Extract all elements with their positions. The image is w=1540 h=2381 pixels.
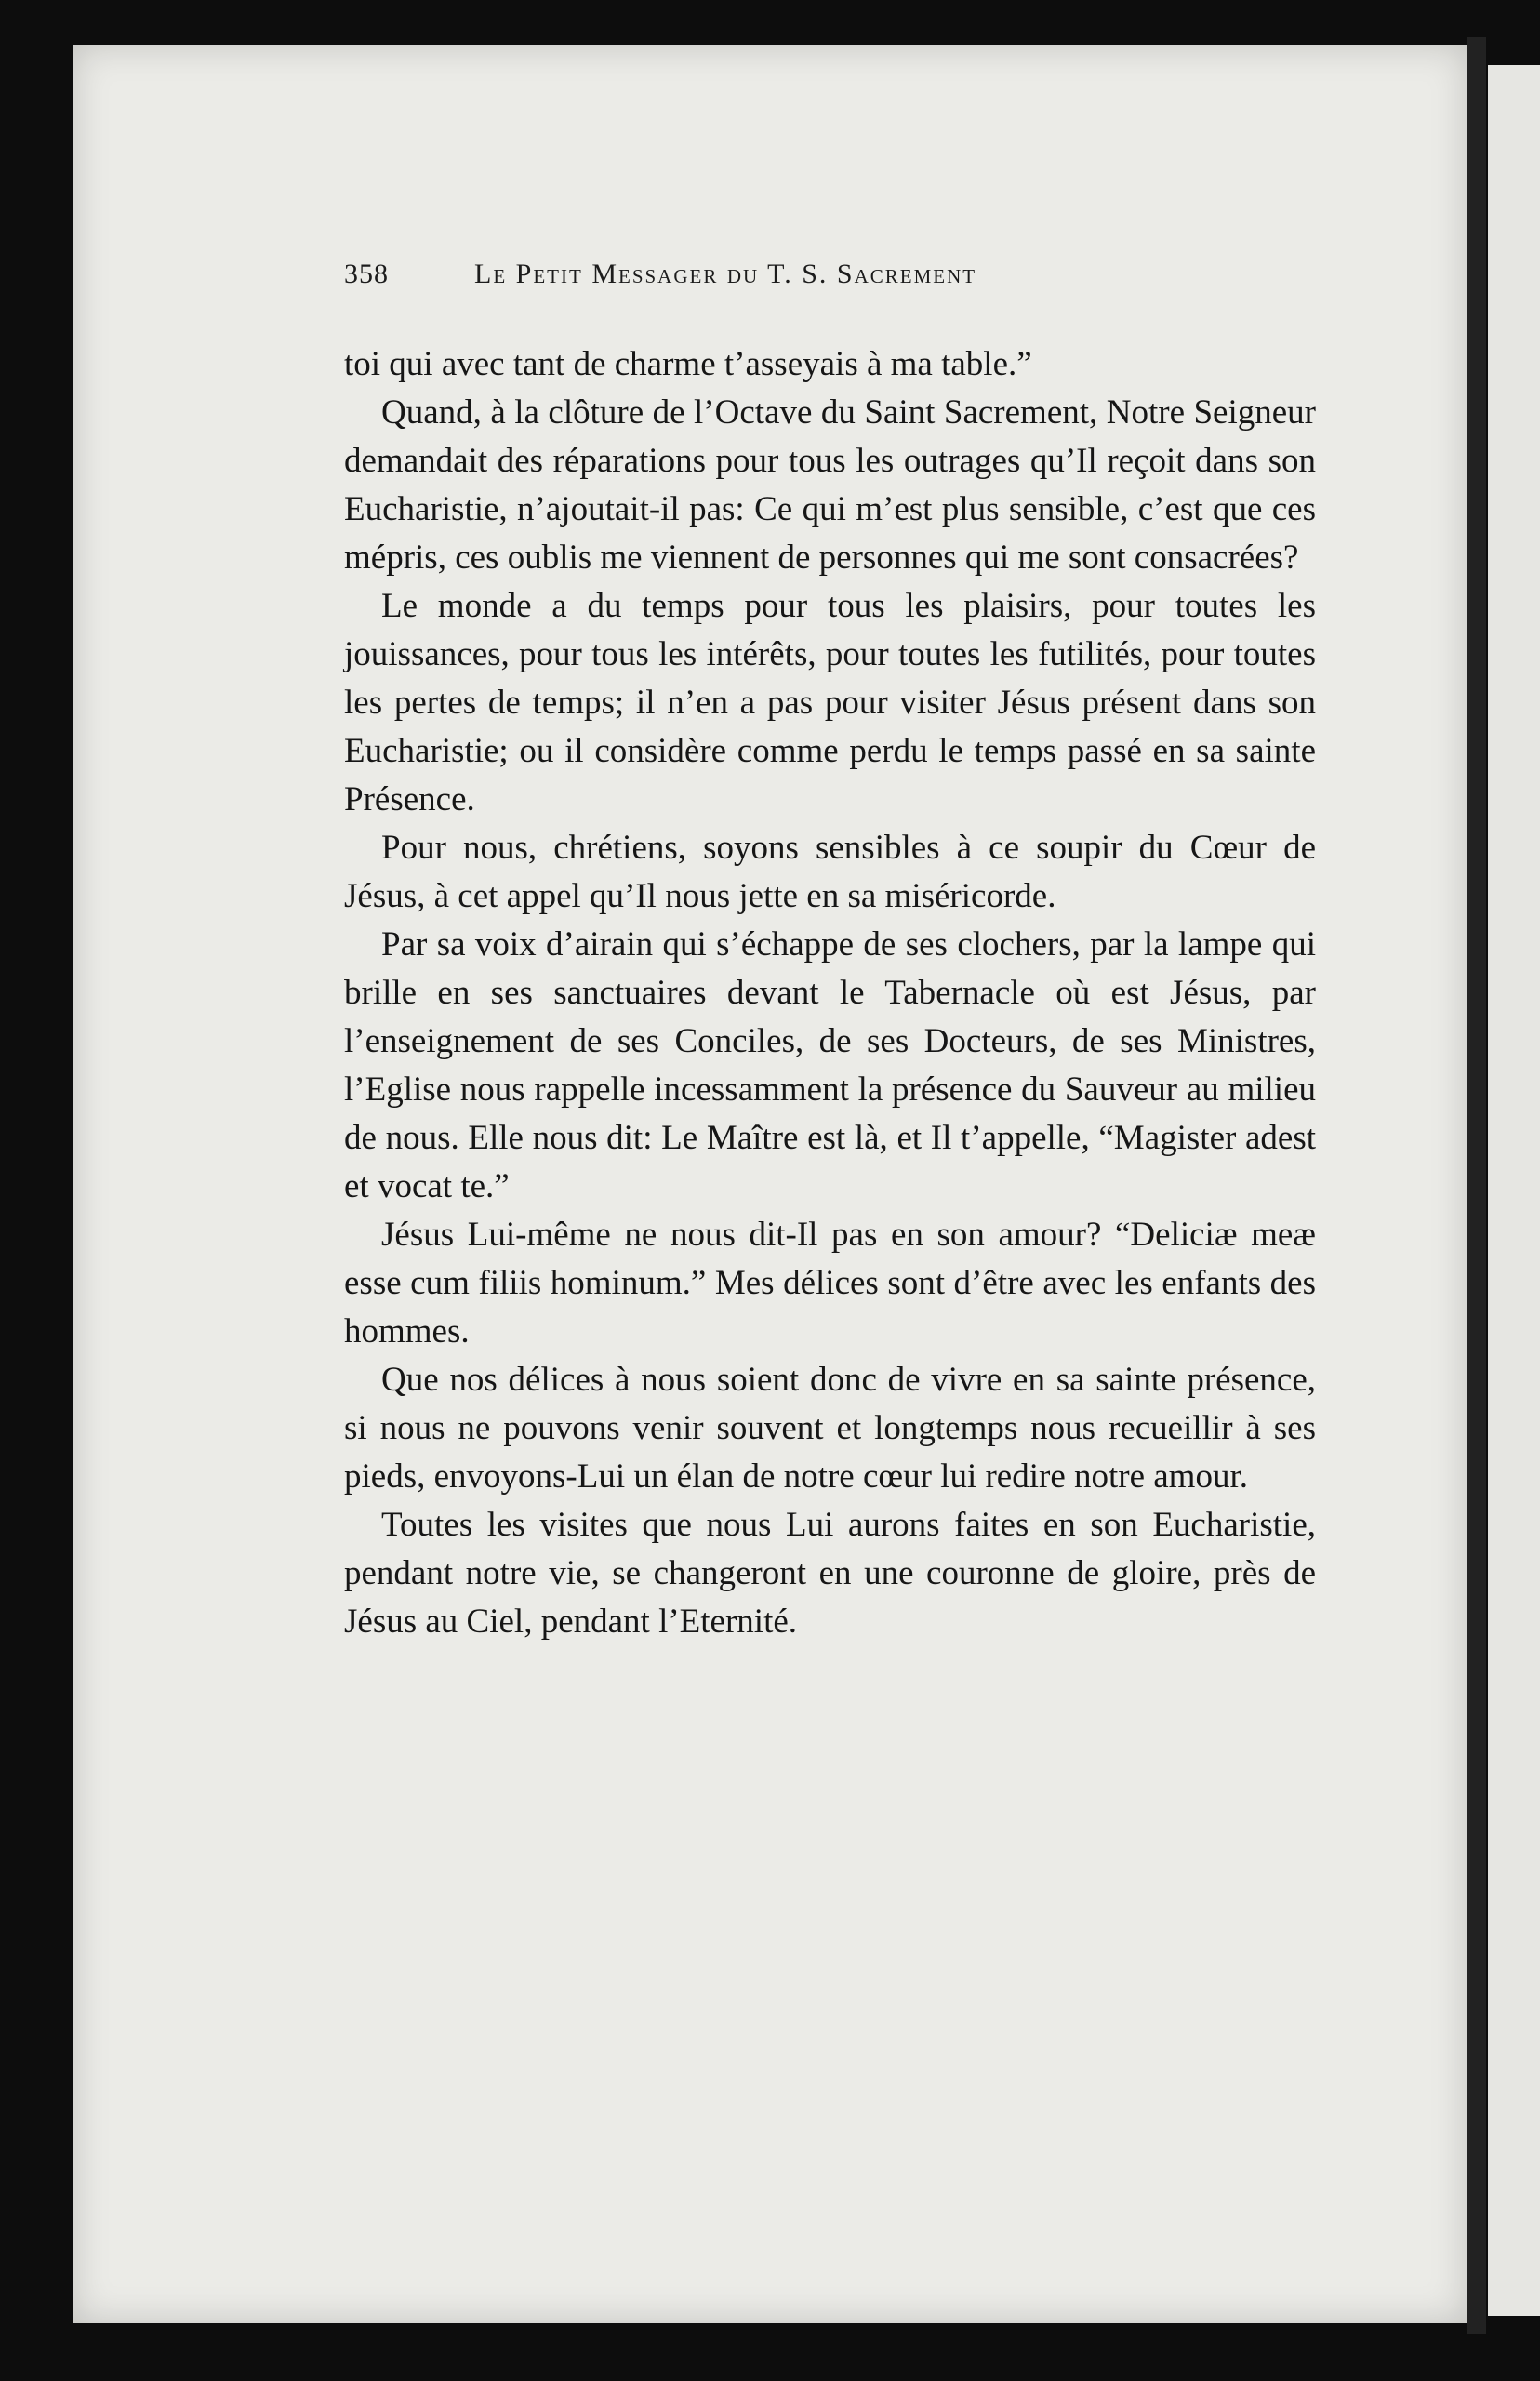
paragraph-continuation: toi qui avec tant de charme t’asseyais à ma table.” — [344, 345, 1032, 383]
running-title: Le Petit Messager du T. S. Sacrement — [474, 259, 977, 289]
facing-page-edge — [1488, 65, 1540, 2316]
paragraph: Par sa voix d’airain qui s’échappe de ses clochers, par la lampe qui brille en ses sanctuaires devant le Tabernacle où est Jésus, par l’enseignement de ses Conciles, de ses Docteurs, de ses Ministres, l’Eglise nous rappelle incessamment la présence du Sauveur au milieu de nous. Elle nous dit: Le Maître est là, et Il t’appelle, “Magister adest et vocat te.” — [344, 925, 1316, 1205]
paragraph: Le monde a du temps pour tous les plaisirs, pour toutes les jouissances, pour tous les intérêts, pour toutes les futilités, pour toutes les pertes de temps; il n’en a pas pour visiter Jésus présent dans son Eucharistie; ou il considère comme perdu le temps passé en sa sainte Présence. — [344, 587, 1316, 818]
page-number: 358 — [344, 259, 389, 289]
paragraph: Pour nous, chrétiens, soyons sensibles à ce soupir du Cœur de Jésus, à cet appel qu’Il nous jette en sa miséricorde. — [344, 829, 1316, 915]
page-header — [344, 259, 1186, 305]
paragraph: Quand, à la clôture de l’Octave du Saint Sacrement, Notre Seigneur demandait des réparations pour tous les outrages qu’Il reçoit dans son Eucharistie, n’ajoutait-il pas: Ce qui m’est plus sensible, c’est que ces mépris, ces oublis me viennent de personnes qui me sont consacrées? — [344, 393, 1316, 577]
paragraph: Toutes les visites que nous Lui aurons faites en son Eucharistie, pendant notre vie, se changeront en une couronne de gloire, près de Jésus au Ciel, pendant l’Eternité. — [344, 1506, 1316, 1641]
paragraph: Jésus Lui-même ne nous dit-Il pas en son amour? “Deliciæ meæ esse cum filiis hominum.” Mes délices sont d’être avec les enfants des hommes. — [344, 1216, 1316, 1350]
body-text — [344, 340, 1316, 1646]
paragraph: Que nos délices à nous soient donc de vivre en sa sainte présence, si nous ne pouvons venir souvent et longtemps nous recueillir à ses pieds, envoyons-Lui un élan de notre cœur lui redire notre amour. — [344, 1361, 1316, 1496]
page-binding-edge — [1467, 37, 1486, 2334]
